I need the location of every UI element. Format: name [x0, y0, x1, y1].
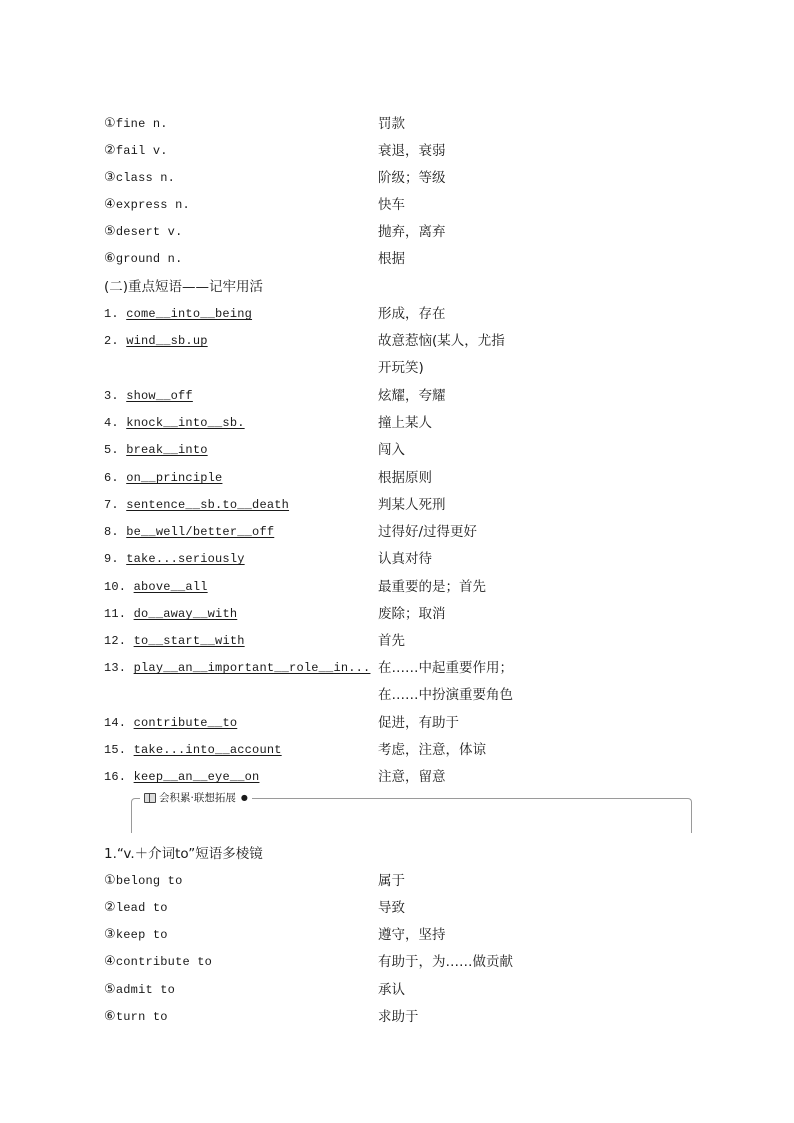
- vocab-word: [104, 113, 168, 135]
- item-number: 7.: [104, 498, 119, 512]
- dot-icon: ●: [240, 793, 248, 802]
- phrase-row: [0, 712, 794, 734]
- meaning: 导致: [378, 900, 405, 916]
- phrase-text: show__off: [126, 389, 193, 403]
- phrase-text: be__well/better__off: [126, 525, 275, 539]
- meaning: 承认: [378, 982, 405, 998]
- to-phrase-row: [0, 951, 794, 973]
- circled-number: ②: [104, 143, 116, 158]
- section-frame: [131, 792, 692, 833]
- phrase-text: keep__an__eye__on: [133, 770, 260, 784]
- meaning: 闯入: [378, 442, 405, 458]
- phrase-text: come__into__being: [126, 307, 253, 321]
- vocab-row: [0, 221, 794, 243]
- to-phrase-row: [0, 897, 794, 919]
- phrase: [104, 630, 245, 652]
- phrase-text: break__into: [126, 443, 208, 457]
- phrase: [104, 766, 259, 788]
- meaning: 有助于，为……做贡献: [378, 954, 513, 970]
- phrase-row: [0, 330, 794, 352]
- item-number: 14.: [104, 716, 127, 730]
- meaning: 考虑，注意，体谅: [378, 742, 486, 758]
- word: fail v.: [115, 144, 168, 158]
- section-frame-title: 会积累·联想拓展: [159, 792, 236, 804]
- word: turn to: [115, 1010, 168, 1024]
- phrase-text: on__principle: [126, 471, 223, 485]
- meaning: 废除；取消: [378, 606, 446, 622]
- item-number: 15.: [104, 743, 127, 757]
- phrase: [104, 412, 245, 434]
- phrase: [104, 739, 282, 761]
- to-phrase: [104, 1006, 168, 1028]
- circled-number: ⑤: [104, 982, 116, 997]
- meaning: 炫耀，夸耀: [378, 388, 446, 404]
- phrase-row-continuation: [0, 684, 794, 706]
- item-number: 13.: [104, 661, 127, 675]
- meaning: 判某人死刑: [378, 497, 446, 513]
- phrase-row: [0, 739, 794, 761]
- to-phrase: [104, 979, 175, 1001]
- meaning: 罚款: [378, 116, 405, 132]
- phrase-row: [0, 303, 794, 325]
- meaning: 根据原则: [378, 470, 432, 486]
- phrase: [104, 494, 289, 516]
- phrase-text: wind__sb.up: [126, 334, 208, 348]
- meaning: 促进，有助于: [378, 715, 459, 731]
- word: keep to: [115, 928, 168, 942]
- to-phrase: [104, 924, 168, 946]
- to-phrase-row: [0, 870, 794, 892]
- item-number: 1.: [104, 307, 119, 321]
- phrase-text: to__start__with: [133, 634, 245, 648]
- phrase-text: play__an__important__role__in...: [133, 661, 371, 675]
- phrase: [104, 548, 245, 570]
- word: ground n.: [115, 252, 183, 266]
- circled-number: ⑥: [104, 251, 116, 266]
- phrase: [104, 385, 193, 407]
- word: fine n.: [115, 117, 168, 131]
- meaning: 快车: [378, 197, 405, 213]
- vocab-word: [104, 194, 190, 216]
- meaning: 撞上某人: [378, 415, 432, 431]
- phrase-row: [0, 439, 794, 461]
- word: lead to: [115, 901, 168, 915]
- vocab-word: [104, 167, 175, 189]
- word: belong to: [115, 874, 183, 888]
- phrase: [104, 712, 237, 734]
- word: express n.: [115, 198, 190, 212]
- phrase-text: take...into__account: [133, 743, 282, 757]
- phrase-row: [0, 548, 794, 570]
- phrase-row-continuation: [0, 357, 794, 379]
- item-number: 12.: [104, 634, 127, 648]
- circled-number: ⑤: [104, 224, 116, 239]
- meaning: 最重要的是；首先: [378, 579, 486, 595]
- phrase-text: knock__into__sb.: [126, 416, 245, 430]
- item-number: 10.: [104, 580, 127, 594]
- item-number: 5.: [104, 443, 119, 457]
- vocab-row: [0, 167, 794, 189]
- meaning-continued: 开玩笑): [378, 360, 424, 376]
- phrase-row: [0, 630, 794, 652]
- circled-number: ③: [104, 170, 116, 185]
- phrase-text: sentence__sb.to__death: [126, 498, 290, 512]
- meaning: 形成，存在: [378, 306, 446, 322]
- meaning: 根据: [378, 251, 405, 267]
- to-phrase-row: [0, 979, 794, 1001]
- meaning: 阶级；等级: [378, 170, 446, 186]
- phrase-text: contribute__to: [133, 716, 238, 730]
- word: contribute to: [115, 955, 213, 969]
- meaning: 注意，留意: [378, 769, 446, 785]
- phrase: [104, 603, 237, 625]
- phrase-row: [0, 576, 794, 598]
- phrase-row: [0, 467, 794, 489]
- meaning: 过得好/过得更好: [378, 524, 478, 540]
- meaning: 求助于: [378, 1009, 419, 1025]
- section-frame-label: [140, 791, 252, 805]
- meaning: 遵守，坚持: [378, 927, 446, 943]
- section-heading: (二)重点短语——记牢用活: [104, 279, 264, 295]
- phrase: [104, 330, 208, 352]
- item-number: 6.: [104, 471, 119, 485]
- meaning: 抛弃，离弃: [378, 224, 446, 240]
- circled-number: ④: [104, 954, 116, 969]
- phrase-row: [0, 657, 794, 679]
- to-phrase: [104, 870, 182, 892]
- book-icon: [144, 793, 156, 803]
- phrase-text: take...seriously: [126, 552, 245, 566]
- vocab-row: [0, 248, 794, 270]
- circled-number: ①: [104, 873, 116, 888]
- sub-heading: 1.“v.＋介词to”短语多棱镜: [104, 846, 263, 862]
- phrase: [104, 521, 274, 543]
- phrase-row: [0, 494, 794, 516]
- phrase: [104, 303, 252, 325]
- meaning: 属于: [378, 873, 405, 889]
- phrase-text: above__all: [133, 580, 208, 594]
- phrase-row: [0, 603, 794, 625]
- item-number: 4.: [104, 416, 119, 430]
- vocab-word: [104, 221, 182, 243]
- item-number: 9.: [104, 552, 119, 566]
- word: class n.: [115, 171, 176, 185]
- vocab-word: [104, 140, 168, 162]
- phrase: [104, 439, 208, 461]
- item-number: 8.: [104, 525, 119, 539]
- meaning: 首先: [378, 633, 405, 649]
- circled-number: ②: [104, 900, 116, 915]
- vocab-row: [0, 194, 794, 216]
- vocab-word: [104, 248, 182, 270]
- phrase-row: [0, 385, 794, 407]
- vocab-row: [0, 113, 794, 135]
- word: admit to: [115, 983, 176, 997]
- phrase: [104, 576, 208, 598]
- word: desert v.: [115, 225, 183, 239]
- to-phrase-row: [0, 924, 794, 946]
- item-number: 2.: [104, 334, 119, 348]
- phrase-row: [0, 766, 794, 788]
- vocab-row: [0, 140, 794, 162]
- meaning: 认真对待: [378, 551, 432, 567]
- to-phrase: [104, 951, 212, 973]
- phrase-text: do__away__with: [133, 607, 238, 621]
- phrase: [104, 657, 370, 679]
- meaning-continued: 在……中扮演重要角色: [378, 687, 513, 703]
- item-number: 16.: [104, 770, 127, 784]
- item-number: 3.: [104, 389, 119, 403]
- circled-number: ③: [104, 927, 116, 942]
- phrase: [104, 467, 222, 489]
- meaning: 在……中起重要作用；: [378, 660, 513, 676]
- circled-number: ⑥: [104, 1009, 116, 1024]
- to-phrase: [104, 897, 168, 919]
- phrase-row: [0, 521, 794, 543]
- circled-number: ①: [104, 116, 116, 131]
- meaning: 衰退，衰弱: [378, 143, 446, 159]
- meaning: 故意惹恼(某人，尤指: [378, 333, 505, 349]
- to-phrase-row: [0, 1006, 794, 1028]
- circled-number: ④: [104, 197, 116, 212]
- phrase-row: [0, 412, 794, 434]
- item-number: 11.: [104, 607, 127, 621]
